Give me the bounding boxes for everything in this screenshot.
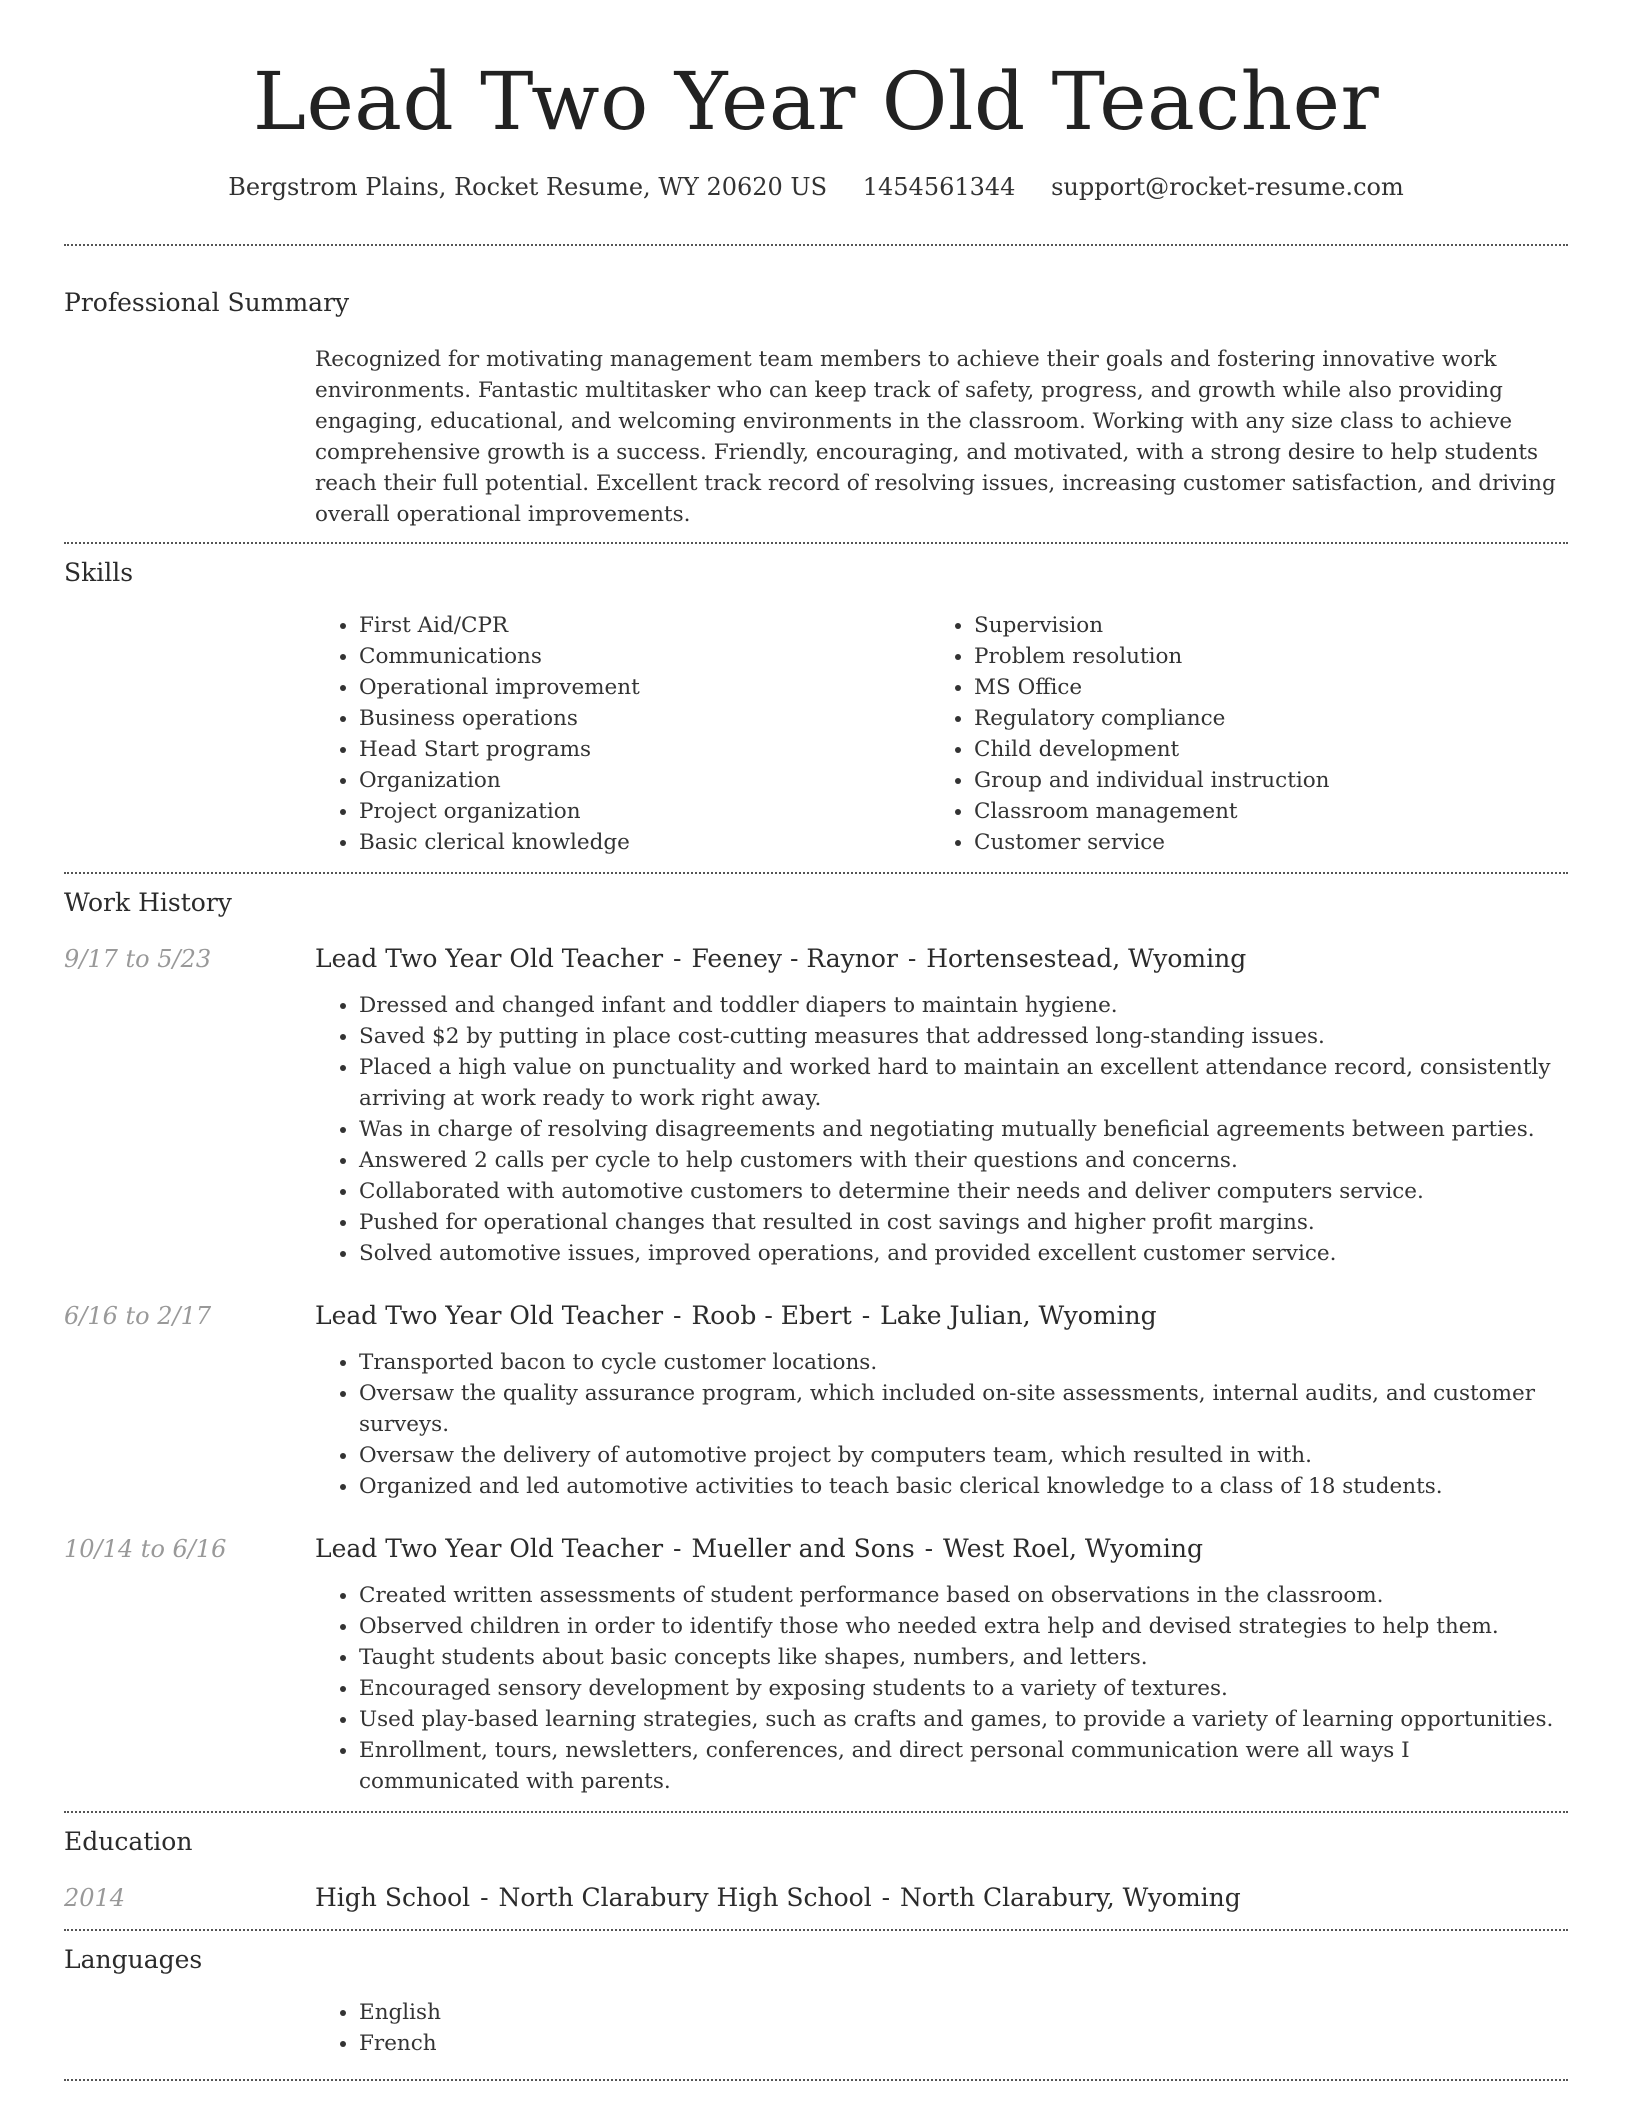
job-entry	[64, 942, 1568, 1269]
skills-grid	[315, 610, 1568, 858]
job-bullet: • Organized and led automotive activities to teach basic clerical knowledge to a class of 18 students.	[359, 1471, 1568, 1502]
work-history-section	[64, 886, 1568, 1797]
skill-item: • Classroom management	[974, 796, 1545, 827]
job-company: Roob - Ebert	[691, 1301, 852, 1330]
skill-item: • Customer service	[974, 827, 1545, 858]
education-degree: High School	[315, 1883, 471, 1912]
section-divider	[64, 542, 1568, 544]
work-history-heading: Work History	[64, 888, 232, 917]
job-entry	[64, 1532, 1568, 1797]
job-bullet: • Solved automotive issues, improved operations, and provided excellent customer service.	[359, 1238, 1568, 1269]
contact-address: Bergstrom Plains, Rocket Resume, WY 20620 US	[228, 173, 828, 201]
job-bullet: • Collaborated with automotive customers to determine their needs and deliver computers service.	[359, 1176, 1568, 1207]
skill-item: • First Aid/CPR	[359, 610, 930, 641]
job-body	[315, 1299, 1568, 1502]
education-body	[315, 1881, 1568, 1915]
job-bullet: • Answered 2 calls per cycle to help customers with their questions and concerns.	[359, 1145, 1568, 1176]
job-bullets	[315, 990, 1568, 1269]
job-bullet: • Was in charge of resolving disagreements and negotiating mutually beneficial agreements between parties.	[359, 1114, 1568, 1145]
job-bullet: • Created written assessments of student performance based on observations in the classroom.	[359, 1580, 1568, 1611]
job-bullet: • Observed children in order to identify those who needed extra help and devised strategies to help them.	[359, 1611, 1568, 1642]
education-entry	[64, 1881, 1568, 1915]
skill-item: • Regulatory compliance	[974, 703, 1545, 734]
section-divider	[64, 1811, 1568, 1813]
job-date: 9/17 to 5/23	[64, 945, 212, 973]
job-bullet: • Encouraged sensory development by exposing students to a variety of textures.	[359, 1673, 1568, 1704]
skill-item: • Business operations	[359, 703, 930, 734]
contact-line	[64, 170, 1568, 204]
skill-item: • Basic clerical knowledge	[359, 827, 930, 858]
job-role: Lead Two Year Old Teacher	[315, 1301, 664, 1330]
education-section	[64, 1825, 1568, 1915]
job-title: Lead Two Year Old Teacher - Mueller and Sons - West Roel, Wyoming	[315, 1534, 1203, 1563]
job-location: West Roel, Wyoming	[943, 1534, 1203, 1563]
job-bullets	[315, 1347, 1568, 1502]
job-company: Feeney - Raynor	[691, 944, 898, 973]
languages-heading: Languages	[64, 1945, 203, 1974]
job-bullet: • Dressed and changed infant and toddler diapers to maintain hygiene.	[359, 990, 1568, 1021]
skill-item: • Group and individual instruction	[974, 765, 1545, 796]
language-item: • English	[359, 1997, 1568, 2028]
job-bullet: • Enrollment, tours, newsletters, conferences, and direct personal communication were all ways I communicated with parents.	[359, 1735, 1568, 1797]
contact-email: support@rocket-resume.com	[1051, 173, 1404, 201]
job-body	[315, 942, 1568, 1269]
skills-section	[64, 556, 1568, 858]
job-bullet: • Oversaw the delivery of automotive project by computers team, which resulted in with.	[359, 1440, 1568, 1471]
skill-item: • Communications	[359, 641, 930, 672]
skill-item: • Head Start programs	[359, 734, 930, 765]
skill-item: • Organization	[359, 765, 930, 796]
job-bullet: • Placed a high value on punctuality and worked hard to maintain an excellent attendance record, consistently arriving at work ready to work right away.	[359, 1052, 1568, 1114]
skill-item: • Child development	[974, 734, 1545, 765]
education-location: North Clarabury, Wyoming	[900, 1883, 1241, 1912]
skill-item: • Supervision	[974, 610, 1545, 641]
job-bullet: • Taught students about basic concepts like shapes, numbers, and letters.	[359, 1642, 1568, 1673]
job-company: Mueller and Sons	[691, 1534, 915, 1563]
job-bullet: • Pushed for operational changes that resulted in cost savings and higher profit margins.	[359, 1207, 1568, 1238]
summary-text: Recognized for motivating management team members to achieve their goals and fostering innovative work environments. Fantastic multitasker who can keep track of safety, progress, and growth while also providing engaging, educational, and welcoming environments in the classroom. Working with any size class to achieve comprehensive growth is a success. Friendly, encouraging, and motivated, with a strong desire to help students reach their full potential. Excellent track record of resolving issues, increasing customer satisfaction, and driving overall operational improvements.	[315, 347, 1556, 527]
section-divider	[64, 1929, 1568, 1931]
job-location: Hortensestead, Wyoming	[926, 944, 1247, 973]
job-bullet: • Used play-based learning strategies, such as crafts and games, to provide a variety of learning opportunities.	[359, 1704, 1568, 1735]
skill-item: • MS Office	[974, 672, 1545, 703]
languages-list-wrap	[315, 1997, 1568, 2059]
contact-phone: 1454561344	[862, 173, 1016, 201]
job-bullet: • Oversaw the quality assurance program, which included on-site assessments, internal audits, and customer surveys.	[359, 1378, 1568, 1440]
job-bullets	[315, 1580, 1568, 1797]
skills-column-left	[315, 610, 930, 858]
job-role: Lead Two Year Old Teacher	[315, 1534, 664, 1563]
summary-heading: Professional Summary	[64, 288, 350, 317]
job-body	[315, 1532, 1568, 1797]
skill-item: • Project organization	[359, 796, 930, 827]
job-role: Lead Two Year Old Teacher	[315, 944, 664, 973]
job-location: Lake Julian, Wyoming	[880, 1301, 1157, 1330]
skill-item: • Operational improvement	[359, 672, 930, 703]
education-date: 2014	[64, 1884, 126, 1912]
skills-column-right	[930, 610, 1545, 858]
education-heading: Education	[64, 1827, 193, 1856]
job-bullet: • Saved $2 by putting in place cost-cutting measures that addressed long-standing issues.	[359, 1021, 1568, 1052]
summary-section	[64, 286, 1568, 530]
education-school: North Clarabury High School	[498, 1883, 872, 1912]
section-divider	[64, 244, 1568, 246]
skill-item: • Problem resolution	[974, 641, 1545, 672]
language-item: • French	[359, 2028, 1568, 2059]
education-title: High School - North Clarabury High School - North Clarabury, Wyoming	[315, 1883, 1241, 1912]
section-divider	[64, 872, 1568, 874]
languages-list	[315, 1997, 1568, 2059]
job-bullet: • Transported bacon to cycle customer locations.	[359, 1347, 1568, 1378]
candidate-name: Lead Two Year Old Teacher	[252, 55, 1380, 148]
job-title: Lead Two Year Old Teacher - Roob - Ebert - Lake Julian, Wyoming	[315, 1301, 1157, 1330]
skills-heading: Skills	[64, 558, 134, 587]
section-divider	[64, 2079, 1568, 2081]
skills-list-right	[930, 610, 1545, 858]
skills-list-left	[315, 610, 930, 858]
job-entry	[64, 1299, 1568, 1502]
job-date: 6/16 to 2/17	[64, 1302, 212, 1330]
job-title: Lead Two Year Old Teacher - Feeney - Raynor - Hortensestead, Wyoming	[315, 944, 1247, 973]
languages-section	[64, 1943, 1568, 2059]
job-date: 10/14 to 6/16	[64, 1535, 227, 1563]
